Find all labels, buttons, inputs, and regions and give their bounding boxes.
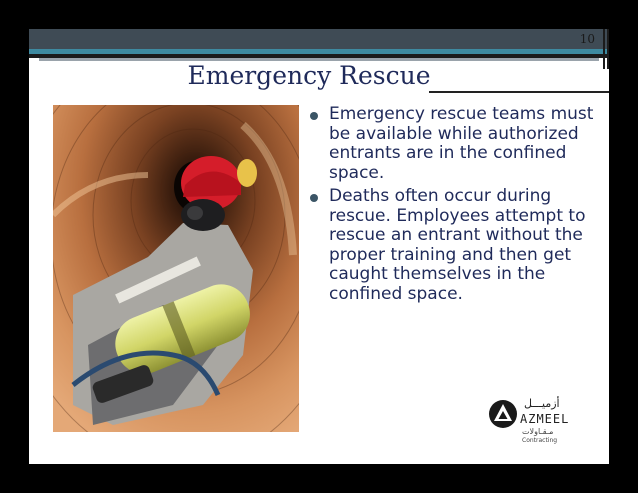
bullet-text: Deaths often occur during rescue. Employees attempt to rescue an entrant without the proper training and then get caught themselves in the confined space. <box>329 186 586 304</box>
bullet-dot-icon <box>310 194 318 202</box>
logo-arabic-subtitle: مـقـاولات <box>522 427 554 436</box>
bullet-item <box>307 105 607 183</box>
bullet-list <box>307 105 607 308</box>
logo-subtitle: Contracting <box>522 437 558 444</box>
bullet-text: Emergency rescue teams must be available while authorized entrants are in the confined space. <box>329 104 594 183</box>
company-logo <box>484 393 594 453</box>
bullet-dot-icon <box>310 112 318 120</box>
title-rule <box>429 91 609 93</box>
slide-title: Emergency Rescue <box>187 61 431 90</box>
header-edge <box>603 29 609 69</box>
slide <box>29 29 609 464</box>
logo-mark-icon <box>488 399 518 429</box>
bullet-item <box>307 187 607 304</box>
page-number: 10 <box>579 32 595 46</box>
rescue-photo <box>53 105 299 432</box>
logo-arabic-name: أزميـــل <box>524 397 560 410</box>
header-band <box>29 29 609 49</box>
logo-name: AZMEEL <box>520 412 570 426</box>
